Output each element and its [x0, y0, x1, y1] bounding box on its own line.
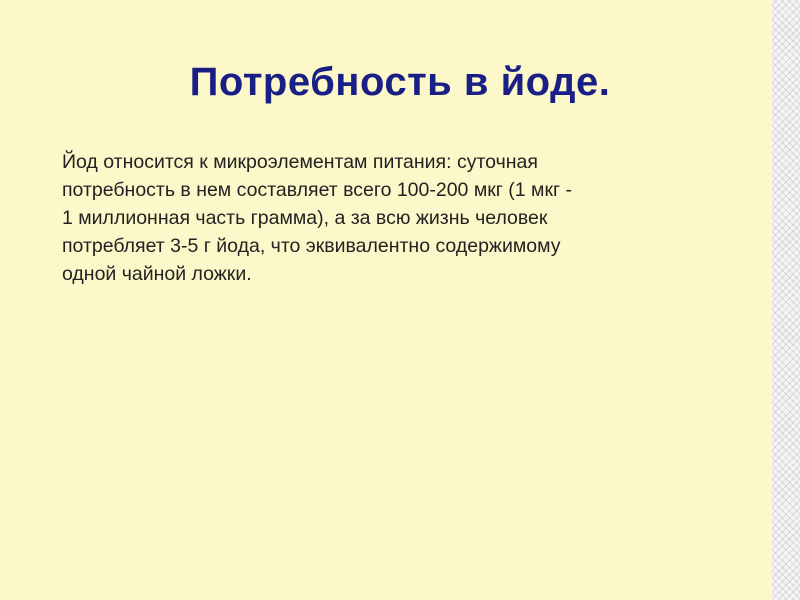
slide-title: Потребность в йоде.	[189, 60, 611, 104]
slide-body-text: Йод относится к микроэлементам питания: суточная потребность в нем составляет всего 100-200 мкг (1 мкг - 1 миллионная часть грамма), а за всю жизнь человек потребляет 3-5 г йода, что эквивалентно содержимому одной чайной ложки.	[62, 151, 572, 285]
